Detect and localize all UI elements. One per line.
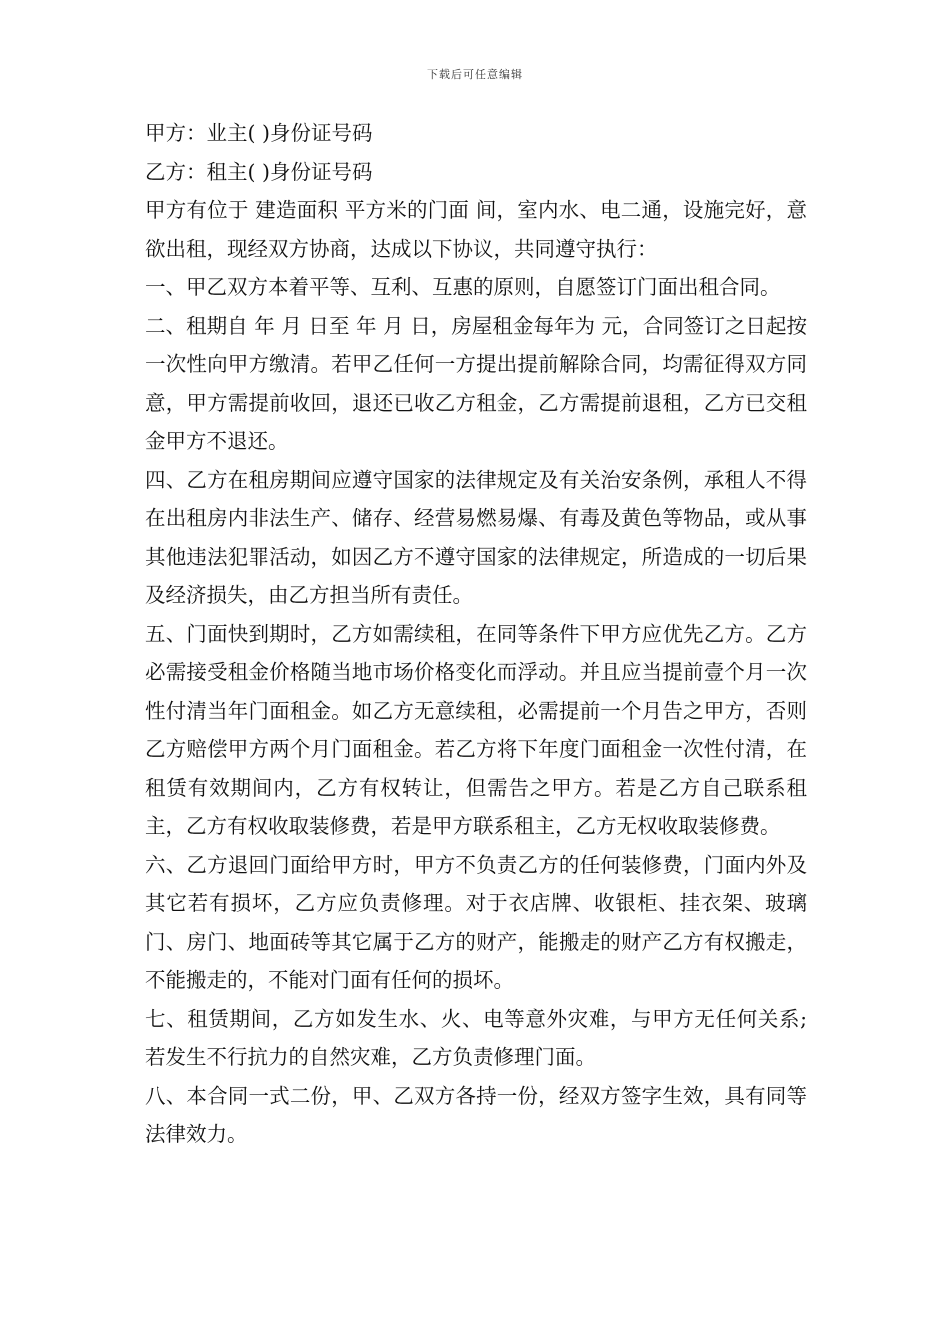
clause-1: 一、甲乙双方本着平等、互利、互惠的原则，自愿签订门面出租合同。 <box>145 275 781 299</box>
party-a-line: 甲方：业主( )身份证号码 <box>145 121 373 145</box>
page-header-note: 下载后可任意编辑 <box>427 68 523 81</box>
contract-body <box>145 114 807 1154</box>
intro-paragraph: 甲方有位于 建造面积 平方米的门面 间，室内水、电二通，设施完好，意欲出租，现经双方协商，达成以下协议，共同遵守执行： <box>145 198 807 261</box>
clause-4: 四、乙方在租房期间应遵守国家的法律规定及有关治安条例，承租人不得在出租房内非法生产、储存、经营易燃易爆、有毒及黄色等物品，或从事其他违法犯罪活动，如因乙方不遵守国家的法律规定，所造成的一切后果及经济损失，由乙方担当所有责任。 <box>145 467 807 607</box>
party-b-line: 乙方：租主( )身份证号码 <box>145 159 373 184</box>
clause-5: 五、门面快到期时，乙方如需续租，在同等条件下甲方应优先乙方。乙方必需接受租金价格随当地市场价格变化而浮动。并且应当提前壹个月一次性付清当年门面租金。如乙方无意续租，必需提前一个月告之甲方，否则乙方赔偿甲方两个月门面租金。若乙方将下年度门面租金一次性付清，在租赁有效期间内，乙方有权转让，但需告之甲方。若是乙方自己联系租主，乙方有权收取装修费，若是甲方联系租主，乙方无权收取装修费。 <box>145 621 807 838</box>
clause-6: 六、乙方退回门面给甲方时，甲方不负责乙方的任何装修费，门面内外及其它若有损坏，乙方应负责修理。对于衣店牌、收银柜、挂衣架、玻璃门、房门、地面砖等其它属于乙方的财产，能搬走的财产乙方有权搬走，不能搬走的，不能对门面有任何的损坏。 <box>145 852 807 992</box>
clause-8: 八、本合同一式二份，甲、乙双方各持一份，经双方签字生效，具有同等法律效力。 <box>145 1083 807 1146</box>
clause-7: 七、租赁期间，乙方如发生水、火、电等意外灾难，与甲方无任何关系;若发生不行抗力的自然灾难，乙方负责修理门面。 <box>145 1006 807 1069</box>
clause-2: 二、租期自 年 月 日至 年 月 日，房屋租金每年为 元，合同签订之日起按 一次性向甲方缴清。若甲乙任何一方提出提前解除合同，均需征得双方同意，甲方需提前收回，退还已收乙方租金，乙方需提前退租，乙方已交租金甲方不退还。 <box>145 313 807 453</box>
